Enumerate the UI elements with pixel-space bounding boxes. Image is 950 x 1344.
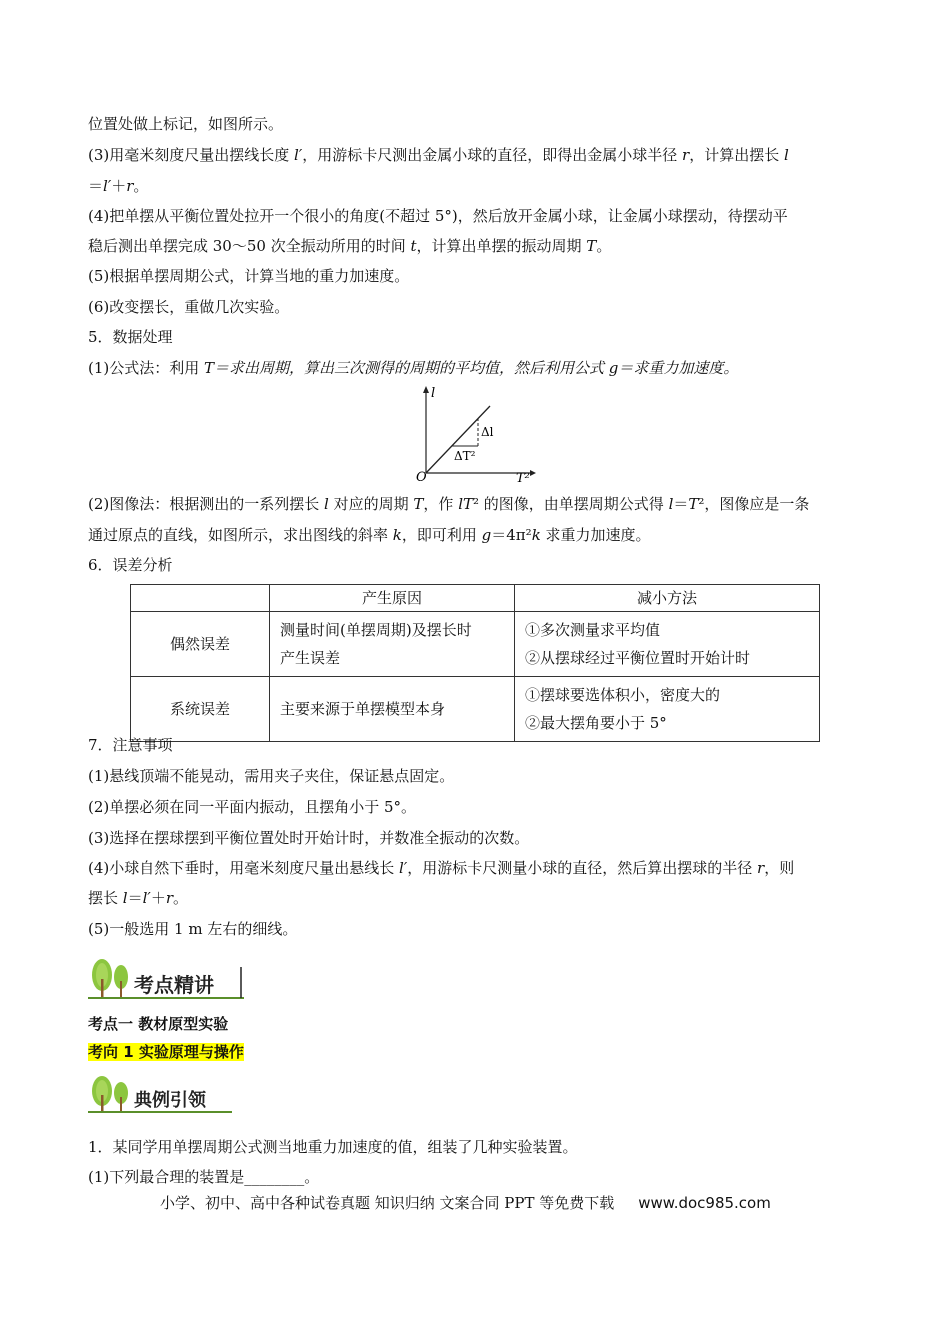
table-cell-cause: 测量时间(单摆周期)及摆长时 产生误差 (270, 612, 515, 677)
y-axis-label: l (431, 386, 436, 401)
page-footer (160, 1192, 771, 1213)
note-2: (2)单摆必须在同一平面内振动，且摆角小于 5°。 (88, 798, 417, 816)
footer-text: 小学、初中、高中各种试卷真题 知识归纳 文案合同 PPT 等免费下载 (160, 1194, 615, 1212)
question-1-part-1: (1)下列最合理的装置是________。 (88, 1168, 320, 1186)
table-cell-method: ①多次测量求平均值 ②从摆球经过平衡位置时开始计时 (515, 612, 820, 677)
table-header-cell: 减小方法 (515, 585, 820, 612)
x-axis-label: T² (516, 471, 530, 483)
line-4: (4)把单摆从平衡位置处拉开一个很小的角度(不超过 5°)，然后放开金属小球，让金属小球摆动，待摆动平 (88, 207, 788, 225)
delta-l-label: Δl (481, 425, 494, 439)
table-header-row (131, 585, 820, 612)
banner-title: 典例引领 (134, 1090, 206, 1111)
table-header-cell: 产生原因 (270, 585, 515, 612)
footer-url[interactable]: www.doc985.com (638, 1194, 771, 1212)
line-1: 位置处做上标记，如图所示。 (88, 115, 284, 133)
section-heading-data: 5．数据处理 (88, 328, 173, 346)
line-5: 稳后测出单摆完成 30～50 次全振动所用的时间 t，计算出单摆的振动周期 T。 (88, 237, 612, 255)
note-4-cont: 摆长 l＝l′＋r。 (88, 889, 189, 907)
table-cell-cause: 主要来源于单摆模型本身 (270, 677, 515, 742)
table-row (131, 677, 820, 742)
line-2: (3)用毫米刻度尺量出摆线长度 l′，用游标卡尺测出金属小球的直径，即得出金属小球半径 r，计算出摆长 l (88, 146, 789, 164)
subtopic-heading: 考向 1 实验原理与操作 (88, 1043, 244, 1061)
table-cell-type: 偶然误差 (131, 612, 270, 677)
banner-title: 考点精讲 (134, 973, 214, 997)
line-7: (6)改变摆长，重做几次实验。 (88, 298, 290, 316)
table-row (131, 612, 820, 677)
l-t2-graph (410, 383, 540, 483)
origin-label: O (416, 470, 427, 483)
table-cell-type: 系统误差 (131, 677, 270, 742)
line-3: ＝l′＋r。 (88, 177, 149, 195)
banner-key-points (88, 955, 248, 1001)
note-3: (3)选择在摆球摆到平衡位置处时开始计时，并数准全振动的次数。 (88, 829, 530, 847)
error-analysis-table (130, 584, 820, 742)
delta-t2-label: ΔT² (454, 449, 476, 463)
line-graph-method: (2)图像法：根据测出的一系列摆长 l 对应的周期 T，作 lT² 的图像，由单摆周期公式得 l＝T²，图像应是一条 (88, 495, 810, 513)
topic-heading: 考点一 教材原型实验 (88, 1015, 229, 1033)
section-heading-notes: 7．注意事项 (88, 736, 173, 754)
section-heading-error: 6．误差分析 (88, 556, 173, 574)
line-6: (5)根据单摆周期公式，计算当地的重力加速度。 (88, 267, 410, 285)
banner-examples (88, 1073, 238, 1115)
note-5: (5)一般选用 1 m 左右的细线。 (88, 920, 298, 938)
line-graph-method-2: 通过原点的直线，如图所示，求出图线的斜率 k，即可利用 g＝4π²k 求重力加速度。 (88, 526, 651, 544)
table-cell-method: ①摆球要选体积小，密度大的 ②最大摆角要小于 5° (515, 677, 820, 742)
note-4: (4)小球自然下垂时，用毫米刻度尺量出悬线长 l′，用游标卡尺测量小球的直径，然后算出摆球的半径 r，则 (88, 859, 795, 877)
note-1: (1)悬线顶端不能晃动，需用夹子夹住，保证悬点固定。 (88, 767, 455, 785)
question-1: 1．某同学用单摆周期公式测当地重力加速度的值，组装了几种实验装置。 (88, 1138, 578, 1156)
table-header-cell (131, 585, 270, 612)
line-formula-method: (1)公式法：利用 T＝求出周期，算出三次测得的周期的平均值，然后利用公式 g＝求重力加速度。 (88, 359, 739, 377)
